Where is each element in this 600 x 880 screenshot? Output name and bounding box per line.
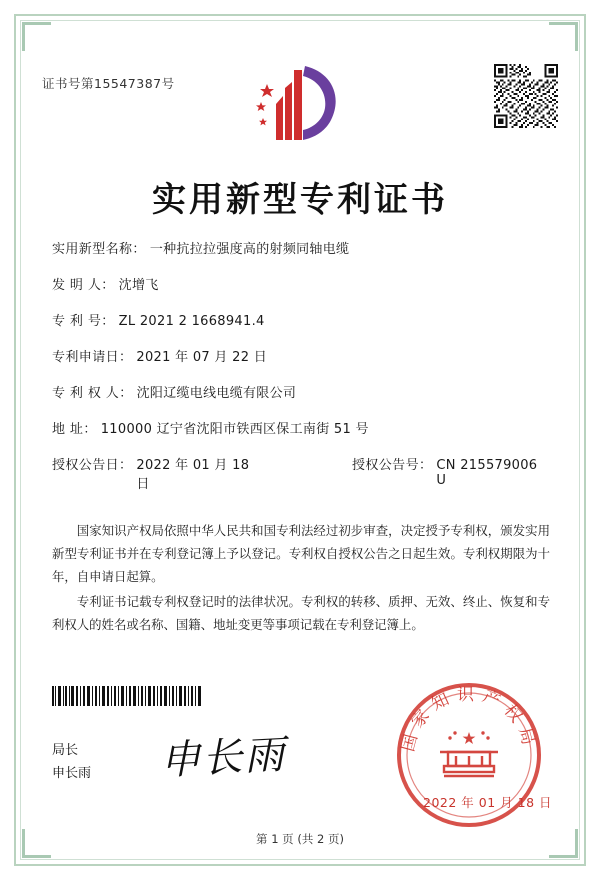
field-value-grant-number: CN 215579006 U — [436, 458, 538, 488]
signature-title: 局长 — [52, 743, 79, 758]
page-title: 实用新型专利证书 — [152, 180, 448, 220]
field-row-address — [52, 418, 550, 437]
field-value: 沈增飞 — [118, 278, 159, 293]
field-value: 2021 年 07 月 22 日 — [136, 350, 268, 365]
field-value-grant-date: 2022 年 01 月 18 日 — [136, 458, 250, 492]
field-label-grant-date: 授权公告日： — [52, 458, 133, 473]
legal-text — [52, 520, 550, 639]
field-label: 地 址： — [52, 422, 97, 437]
field-row-invention-name — [52, 238, 550, 257]
field-value: 沈阳辽缆电线电缆有限公司 — [136, 386, 297, 401]
corner-ornament-top-left — [22, 22, 51, 51]
field-label-grant-number: 授权公告号： — [351, 458, 433, 473]
seal-date: 2022 年 01 月 18 日 — [423, 795, 552, 810]
field-label: 发 明 人： — [52, 278, 115, 293]
field-value: 一种抗拉拉强度高的射频同轴电缆 — [149, 242, 350, 257]
field-value: ZL 2021 2 1668941.4 — [118, 314, 265, 329]
cnipa-logo-icon — [253, 62, 345, 144]
certificate-number: 证书号第15547387号 — [42, 76, 175, 91]
handwritten-signature: 申长雨 — [159, 731, 288, 785]
corner-ornament-top-right — [549, 22, 578, 51]
field-row-application-date — [52, 346, 550, 365]
signature-block — [52, 740, 91, 786]
legal-paragraph-2: 专利证书记载专利权登记时的法律状况。专利权的转移、质押、无效、终止、恢复和专利权人的姓名或名称、国籍、地址变更等事项记载在专利登记簿上。 — [52, 593, 550, 632]
svg-text:国家知识产权局: 国家知识产权局 — [398, 684, 540, 754]
barcode-icon — [52, 686, 202, 706]
field-value: 110000 辽宁省沈阳市铁西区保工南街 51 号 — [100, 422, 369, 437]
field-row-patent-number — [52, 310, 550, 329]
qr-code-icon — [494, 64, 558, 128]
field-label: 专 利 权 人： — [52, 386, 133, 401]
field-row-grant-announcement — [52, 454, 550, 492]
field-label: 专利申请日： — [52, 350, 133, 365]
field-row-inventor — [52, 274, 550, 293]
field-label: 专 利 号： — [52, 314, 115, 329]
field-row-patentee — [52, 382, 550, 401]
signature-name: 申长雨 — [52, 765, 92, 781]
legal-paragraph-1: 国家知识产权局依照中华人民共和国专利法经过初步审查，决定授予专利权，颁发实用新型专利证书并在专利登记簿上予以登记。专利权自授权公告之日起生效。专利权期限为十年，自申请日起算。 — [52, 523, 550, 584]
field-label: 实用新型名称： — [52, 242, 146, 257]
page-footer: 第 1 页 (共 2 页) — [256, 832, 344, 846]
certificate-fields — [52, 238, 550, 509]
